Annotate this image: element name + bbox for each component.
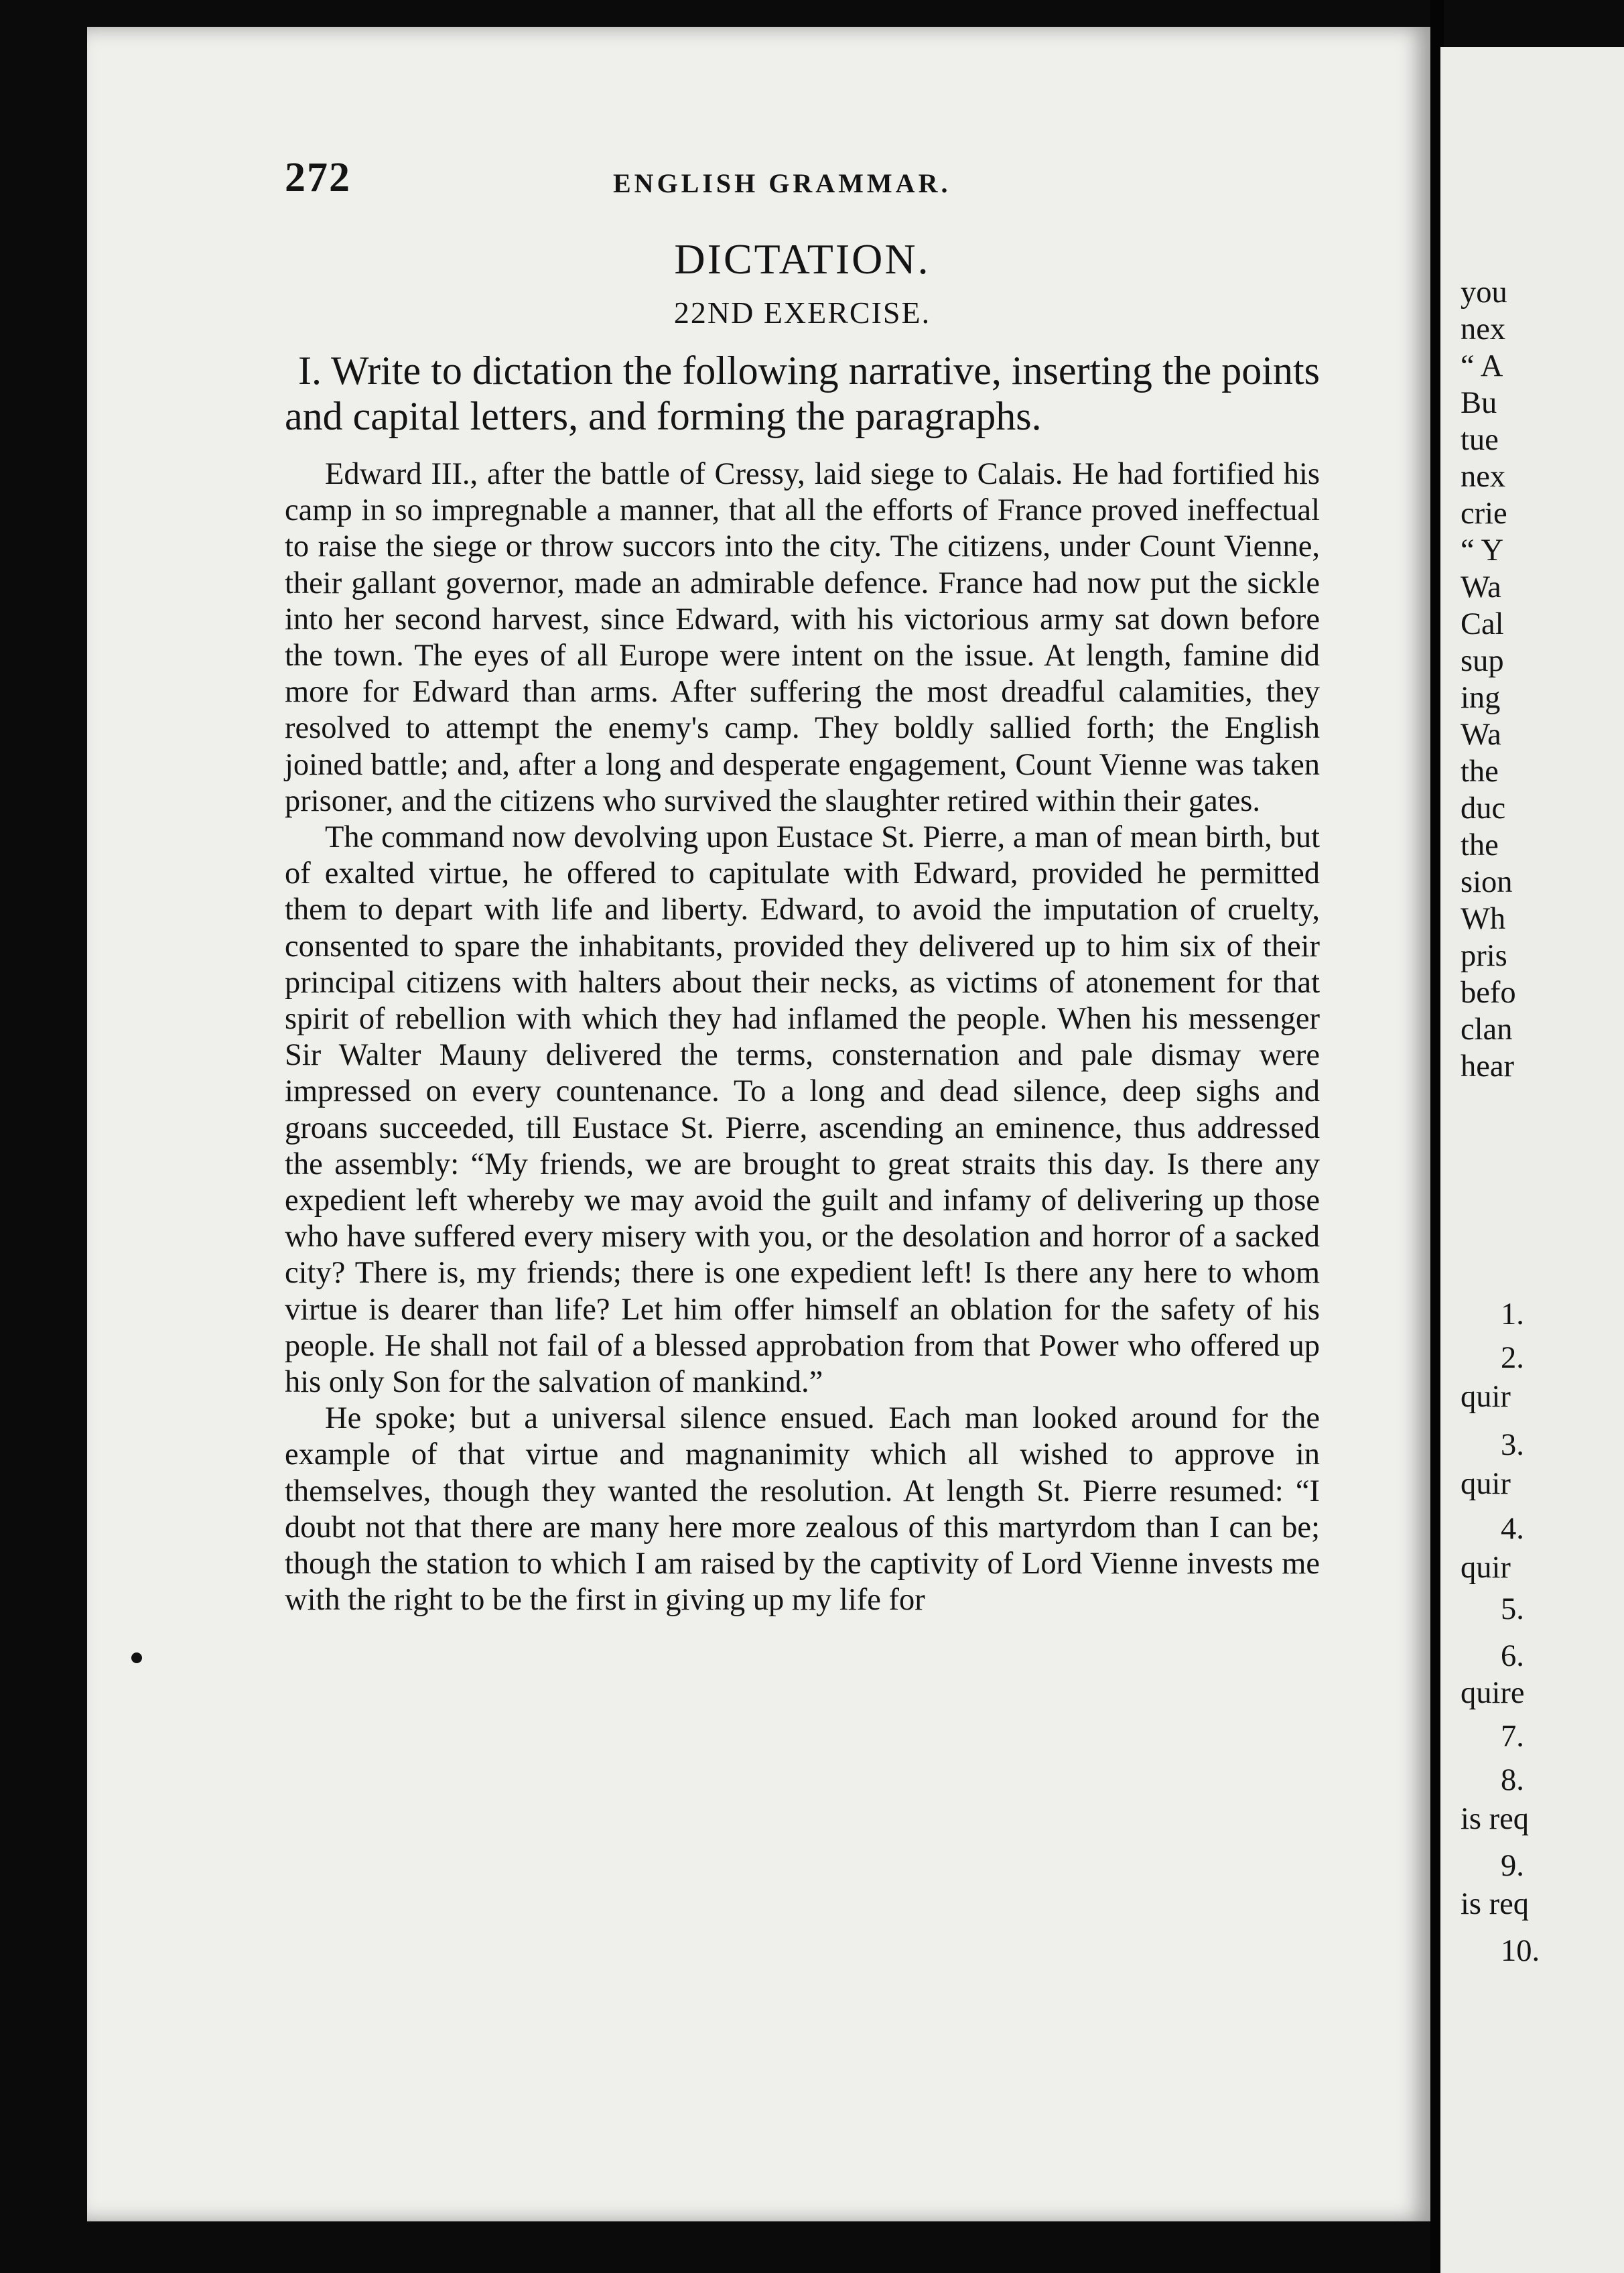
right-fragment: Wh [1461,902,1506,936]
right-fragment: “ Y [1461,533,1504,568]
right-fragment: Wa [1461,718,1501,752]
right-fragment: nex [1461,312,1506,346]
right-numbered-fragment: is req [1461,1887,1530,1921]
right-numbered-fragment: 4. [1501,1512,1524,1546]
narrative-paragraph-1: Edward III., after the battle of Cressy, laid siege to Calais. He had fortified his camp in so impregnable a manner, that all the efforts of France proved ineffectual to raise the siege or throw succors into the city. The citizens, under Count Vienne, their gallant governor, made an admirable defence. France had now put the sickle into her second harvest, since Edward, with his victorious army sat down before the town. The eyes of all Europe were intent on the issue. At length, famine did more for Edward than arms. After suffering the most dreadful calamities, they resolved to attempt the enemy's camp. They boldly sallied forth; the English joined battle; and, after a long and desperate engagement, Count Vienne was taken prisoner, and the citizens who survived the slaughter retired within their gates. [285,457,1320,818]
right-fragment: Wa [1461,570,1501,604]
right-numbered-fragment: 10. [1501,1934,1540,1968]
right-fragment: the [1461,828,1499,862]
right-fragment: you [1461,275,1507,310]
right-numbered-fragment: quir [1461,1467,1511,1501]
right-fragment: pris [1461,939,1507,973]
right-fragment: duc [1461,791,1506,826]
narrative-paragraph-3: He spoke; but a universal silence ensued. Each man looked around for the example of that virtue and magnanimity which all wished to approve in themselves, though they wanted the resolution. At length St. Pierre resumed: “I doubt not that there are many here more zealous of this martyrdom than I can be; though the station to which I am raised by the captivity of Lord Vienne invests me with the right to be the first in giving up my life for [285,1401,1320,1618]
right-numbered-fragment: 3. [1501,1428,1524,1462]
page-number: 272 [285,155,351,200]
right-fragment: sup [1461,644,1504,678]
right-fragment: the [1461,755,1499,789]
exercise-heading: 22ND EXERCISE. [673,296,931,330]
narrative-paragraph-2: The command now devolving upon Eustace St. Pierre, a man of mean birth, but of exalted virtue, he offered to capitulate with Edward, provided he permitted them to depart with life and liberty. Edward, to avoid the imputation of cruelty, consented to spare the inhabitants, provided they delivered up to him six of their principal citizens with halters about their necks, as victims of atonement for that spirit of rebellion with which they had inflamed the people. When his messenger Sir Walter Mauny delivered the terms, consternation and pale dismay were impressed on every countenance. To a long and dead silence, deep sighs and groans succeeded, till Eustace St. Pierre, ascending an eminence, thus addressed the assembly: “My friends, we are brought to great straits this day. Is there any expedient left whereby we may avoid the guilt and infamy of delivering up those who have suffered every misery with you, or the desolation and horror of a sacked city? There is, my friends; there is one expedient left! Is there any here to whom virtue is dearer than life? Let him offer himself an oblation for the safety of his people. He shall not fail of a blessed approbation from that Power who offered up his only Son for the salvation of mankind.” [285,820,1320,1400]
right-fragment: sion [1461,865,1513,899]
exercise-instruction: I. Write to dictation the following narrative, inserting the points and capital letters, and forming the paragraphs. [285,348,1320,438]
right-fragment: clan [1461,1013,1513,1047]
right-fragment: nex [1461,460,1506,494]
right-fragment: Bu [1461,386,1497,420]
left-page-content [285,154,1320,1619]
right-numbered-fragment: quire [1461,1676,1525,1710]
right-fragment: tue [1461,423,1499,457]
running-head [285,154,1320,208]
right-numbered-fragment: 5. [1501,1592,1524,1626]
right-fragment: befo [1461,976,1516,1010]
running-title: ENGLISH GRAMMAR. [613,168,951,198]
right-numbered-fragment: quir [1461,1380,1511,1414]
section-title: DICTATION. [674,235,931,283]
right-numbered-fragment: 7. [1501,1719,1524,1754]
right-numbered-fragment: 2. [1501,1341,1524,1375]
right-numbered-fragment: 1. [1501,1297,1524,1332]
right-fragment: Cal [1461,607,1504,641]
right-numbered-fragment: is req [1461,1802,1530,1836]
right-fragment: crie [1461,497,1507,531]
ink-speck [131,1652,142,1663]
right-numbered-fragment: 8. [1501,1763,1524,1797]
right-numbered-fragment: quir [1461,1551,1511,1585]
right-fragment: hear [1461,1049,1515,1084]
right-fragment: ing [1461,681,1501,715]
right-numbered-fragment: 6. [1501,1639,1524,1673]
right-numbered-fragment: 9. [1501,1849,1524,1883]
right-fragment: “ A [1461,349,1503,383]
